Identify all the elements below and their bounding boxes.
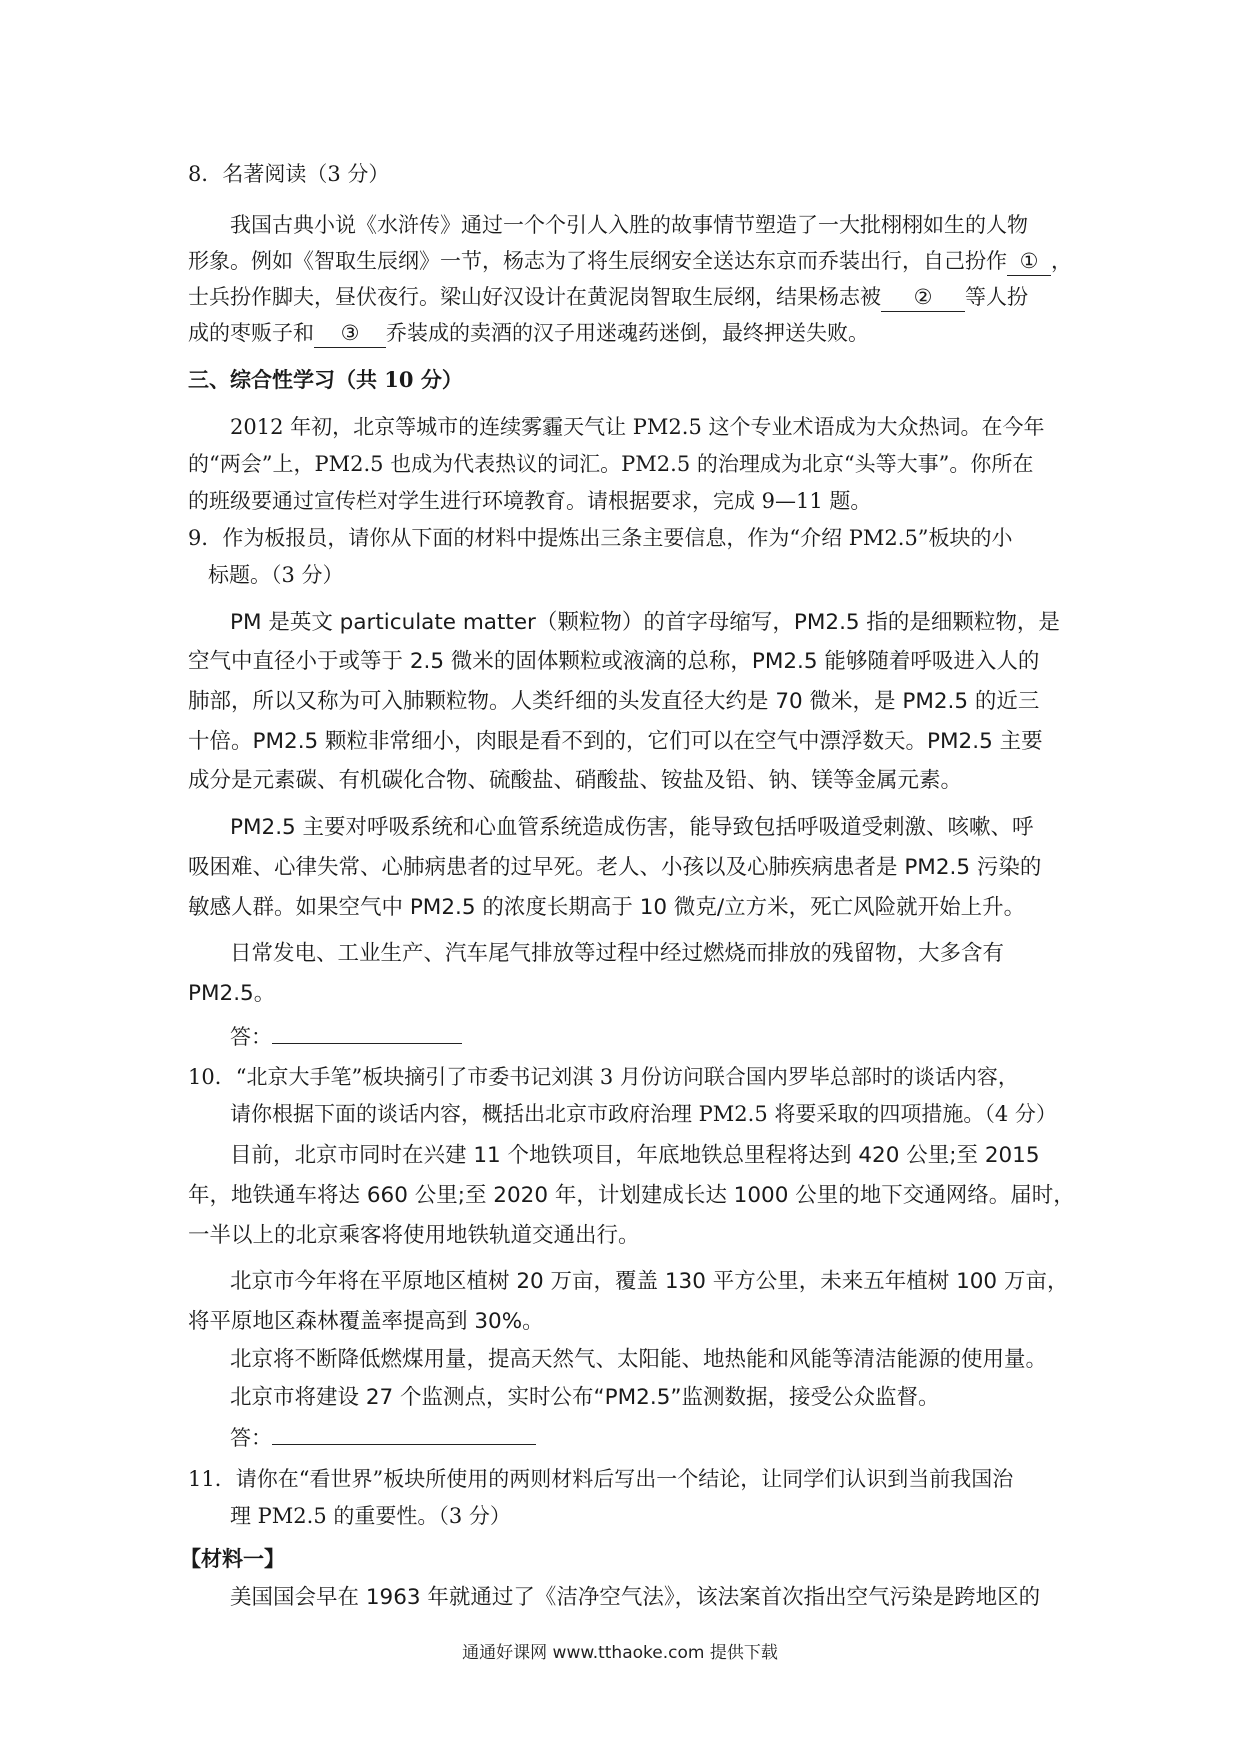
section-3-intro-line-2: 的“两会”上，PM2.5 也成为代表热议的词汇。PM2.5 的治理成为北京“头等大事”。你所在 (188, 452, 1034, 476)
q8-paragraph-line-2 (188, 247, 1072, 276)
section-3-intro-line-3: 的班级要通过宣传栏对学生进行环境教育。请根据要求，完成 9—11 题。 (188, 489, 872, 513)
q11-material-line-1: 美国国会早在 1963 年就通过了《洁净空气法》，该法案首次指出空气污染是跨地区的 (230, 1585, 1041, 1610)
q8-title: 8．名著阅读（3 分） (188, 162, 390, 186)
q10-material-line-5: 将平原地区森林覆盖率提高到 30%。 (188, 1309, 544, 1334)
q8-text: 形象。例如《智取生辰纲》一节，杨志为了将生辰纲安全送达东京而乔装出行，自己扮作 (188, 249, 1007, 273)
q9-material-line-7: 吸困难、心律失常、心肺病患者的过早死。老人、小孩以及心肺疾病患者是 PM2.5 污染的 (188, 855, 1042, 880)
q8-text: ， (1051, 249, 1072, 273)
q9-material-line-1: PM 是英文 particulate matter（颗粒物）的首字母缩写，PM2.5 指的是细颗粒物，是 (230, 610, 1060, 635)
q10-title-line-1: 10．“北京大手笔”板块摘引了市委书记刘淇 3 月份访问联合国内罗毕总部时的谈话内容， (188, 1065, 1019, 1089)
q9-material-line-6: PM2.5 主要对呼吸系统和心血管系统造成伤害，能导致包括呼吸道受刺激、咳嗽、呼 (230, 815, 1034, 840)
q9-answer-field[interactable] (272, 1023, 462, 1044)
section-3-heading: 三、综合性学习（共 10 分） (188, 367, 463, 392)
q11-material-label: 【材料一】 (180, 1546, 285, 1571)
q9-material-line-5: 成分是元素碳、有机碳化合物、硫酸盐、硝酸盐、铵盐及铅、钠、镁等金属元素。 (188, 768, 963, 793)
q10-title-line-2: 请你根据下面的谈话内容，概括出北京市政府治理 PM2.5 将要采取的四项措施。（4 分） (230, 1102, 1057, 1126)
q9-material-line-2: 空气中直径小于或等于 2.5 微米的固体颗粒或液滴的总称，PM2.5 能够随着呼吸进入人的 (188, 649, 1040, 674)
q10-material-line-4: 北京市今年将在平原地区植树 20 万亩，覆盖 130 平方公里，未来五年植树 100 万亩， (230, 1269, 1069, 1294)
q9-answer (230, 1023, 462, 1051)
q8-text: 乔装成的卖酒的汉子用迷魂药迷倒，最终押送失败。 (386, 321, 869, 345)
q8-text: 士兵扮作脚夫，昼伏夜行。梁山好汉设计在黄泥岗智取生辰纲，结果杨志被 (188, 285, 881, 309)
q9-title-line-1: 9．作为板报员，请你从下面的材料中提炼出三条主要信息，作为“介绍 PM2.5”板块的小 (188, 526, 1013, 550)
q8-paragraph-line-1: 我国古典小说《水浒传》通过一个个引人入胜的故事情节塑造了一大批栩栩如生的人物 (230, 213, 1028, 237)
q11-title-line-1: 11．请你在“看世界”板块所使用的两则材料后写出一个结论，让同学们认识到当前我国治 (188, 1467, 1014, 1491)
q10-material-line-2: 年，地铁通车将达 660 公里;至 2020 年，计划建成长达 1000 公里的地下交通网络。届时， (188, 1183, 1075, 1208)
section-3-intro-line-1: 2012 年初，北京等城市的连续雾霾天气让 PM2.5 这个专业术语成为大众热词。在今年 (230, 415, 1045, 439)
q8-blank-1[interactable]: ① (1007, 247, 1051, 276)
q8-blank-3[interactable]: ③ (314, 319, 386, 348)
q10-answer-field[interactable] (272, 1424, 536, 1445)
q9-title-line-2: 标题。（3 分） (208, 563, 344, 587)
q9-answer-label: 答： (230, 1025, 272, 1049)
q11-title-line-2: 理 PM2.5 的重要性。（3 分） (230, 1504, 511, 1528)
q10-answer (230, 1424, 536, 1452)
q8-text: 等人扮 (965, 285, 1028, 309)
q10-material-line-3: 一半以上的北京乘客将使用地铁轨道交通出行。 (188, 1223, 640, 1248)
q8-text: 成的枣贩子和 (188, 321, 314, 345)
page-footer: 通通好课网 www.tthaoke.com 提供下载 (462, 1643, 778, 1663)
q9-material-line-8: 敏感人群。如果空气中 PM2.5 的浓度长期高于 10 微克/立方米，死亡风险就开始上升。 (188, 895, 1026, 920)
q9-material-line-9: 日常发电、工业生产、汽车尾气排放等过程中经过燃烧而排放的残留物，大多含有 (230, 941, 1005, 966)
q9-material-line-4: 十倍。PM2.5 颗粒非常细小，肉眼是看不到的，它们可以在空气中漂浮数天。PM2.5 主要 (188, 729, 1043, 754)
q10-material-line-1: 目前，北京市同时在兴建 11 个地铁项目，年底地铁总里程将达到 420 公里;至 2015 (230, 1143, 1040, 1168)
q10-answer-label: 答： (230, 1426, 272, 1450)
q8-blank-2[interactable]: ② (881, 283, 965, 312)
q10-material-line-6: 北京将不断降低燃煤用量，提高天然气、太阳能、地热能和风能等清洁能源的使用量。 (230, 1347, 1048, 1372)
q8-paragraph-line-3 (188, 283, 1028, 312)
q10-material-line-7: 北京市将建设 27 个监测点，实时公布“PM2.5”监测数据，接受公众监督。 (230, 1385, 940, 1410)
q9-material-line-10: PM2.5。 (188, 981, 276, 1006)
q8-paragraph-line-4 (188, 319, 869, 348)
q9-material-line-3: 肺部，所以又称为可入肺颗粒物。人类纤细的头发直径大约是 70 微米，是 PM2.5 的近三 (188, 689, 1040, 714)
